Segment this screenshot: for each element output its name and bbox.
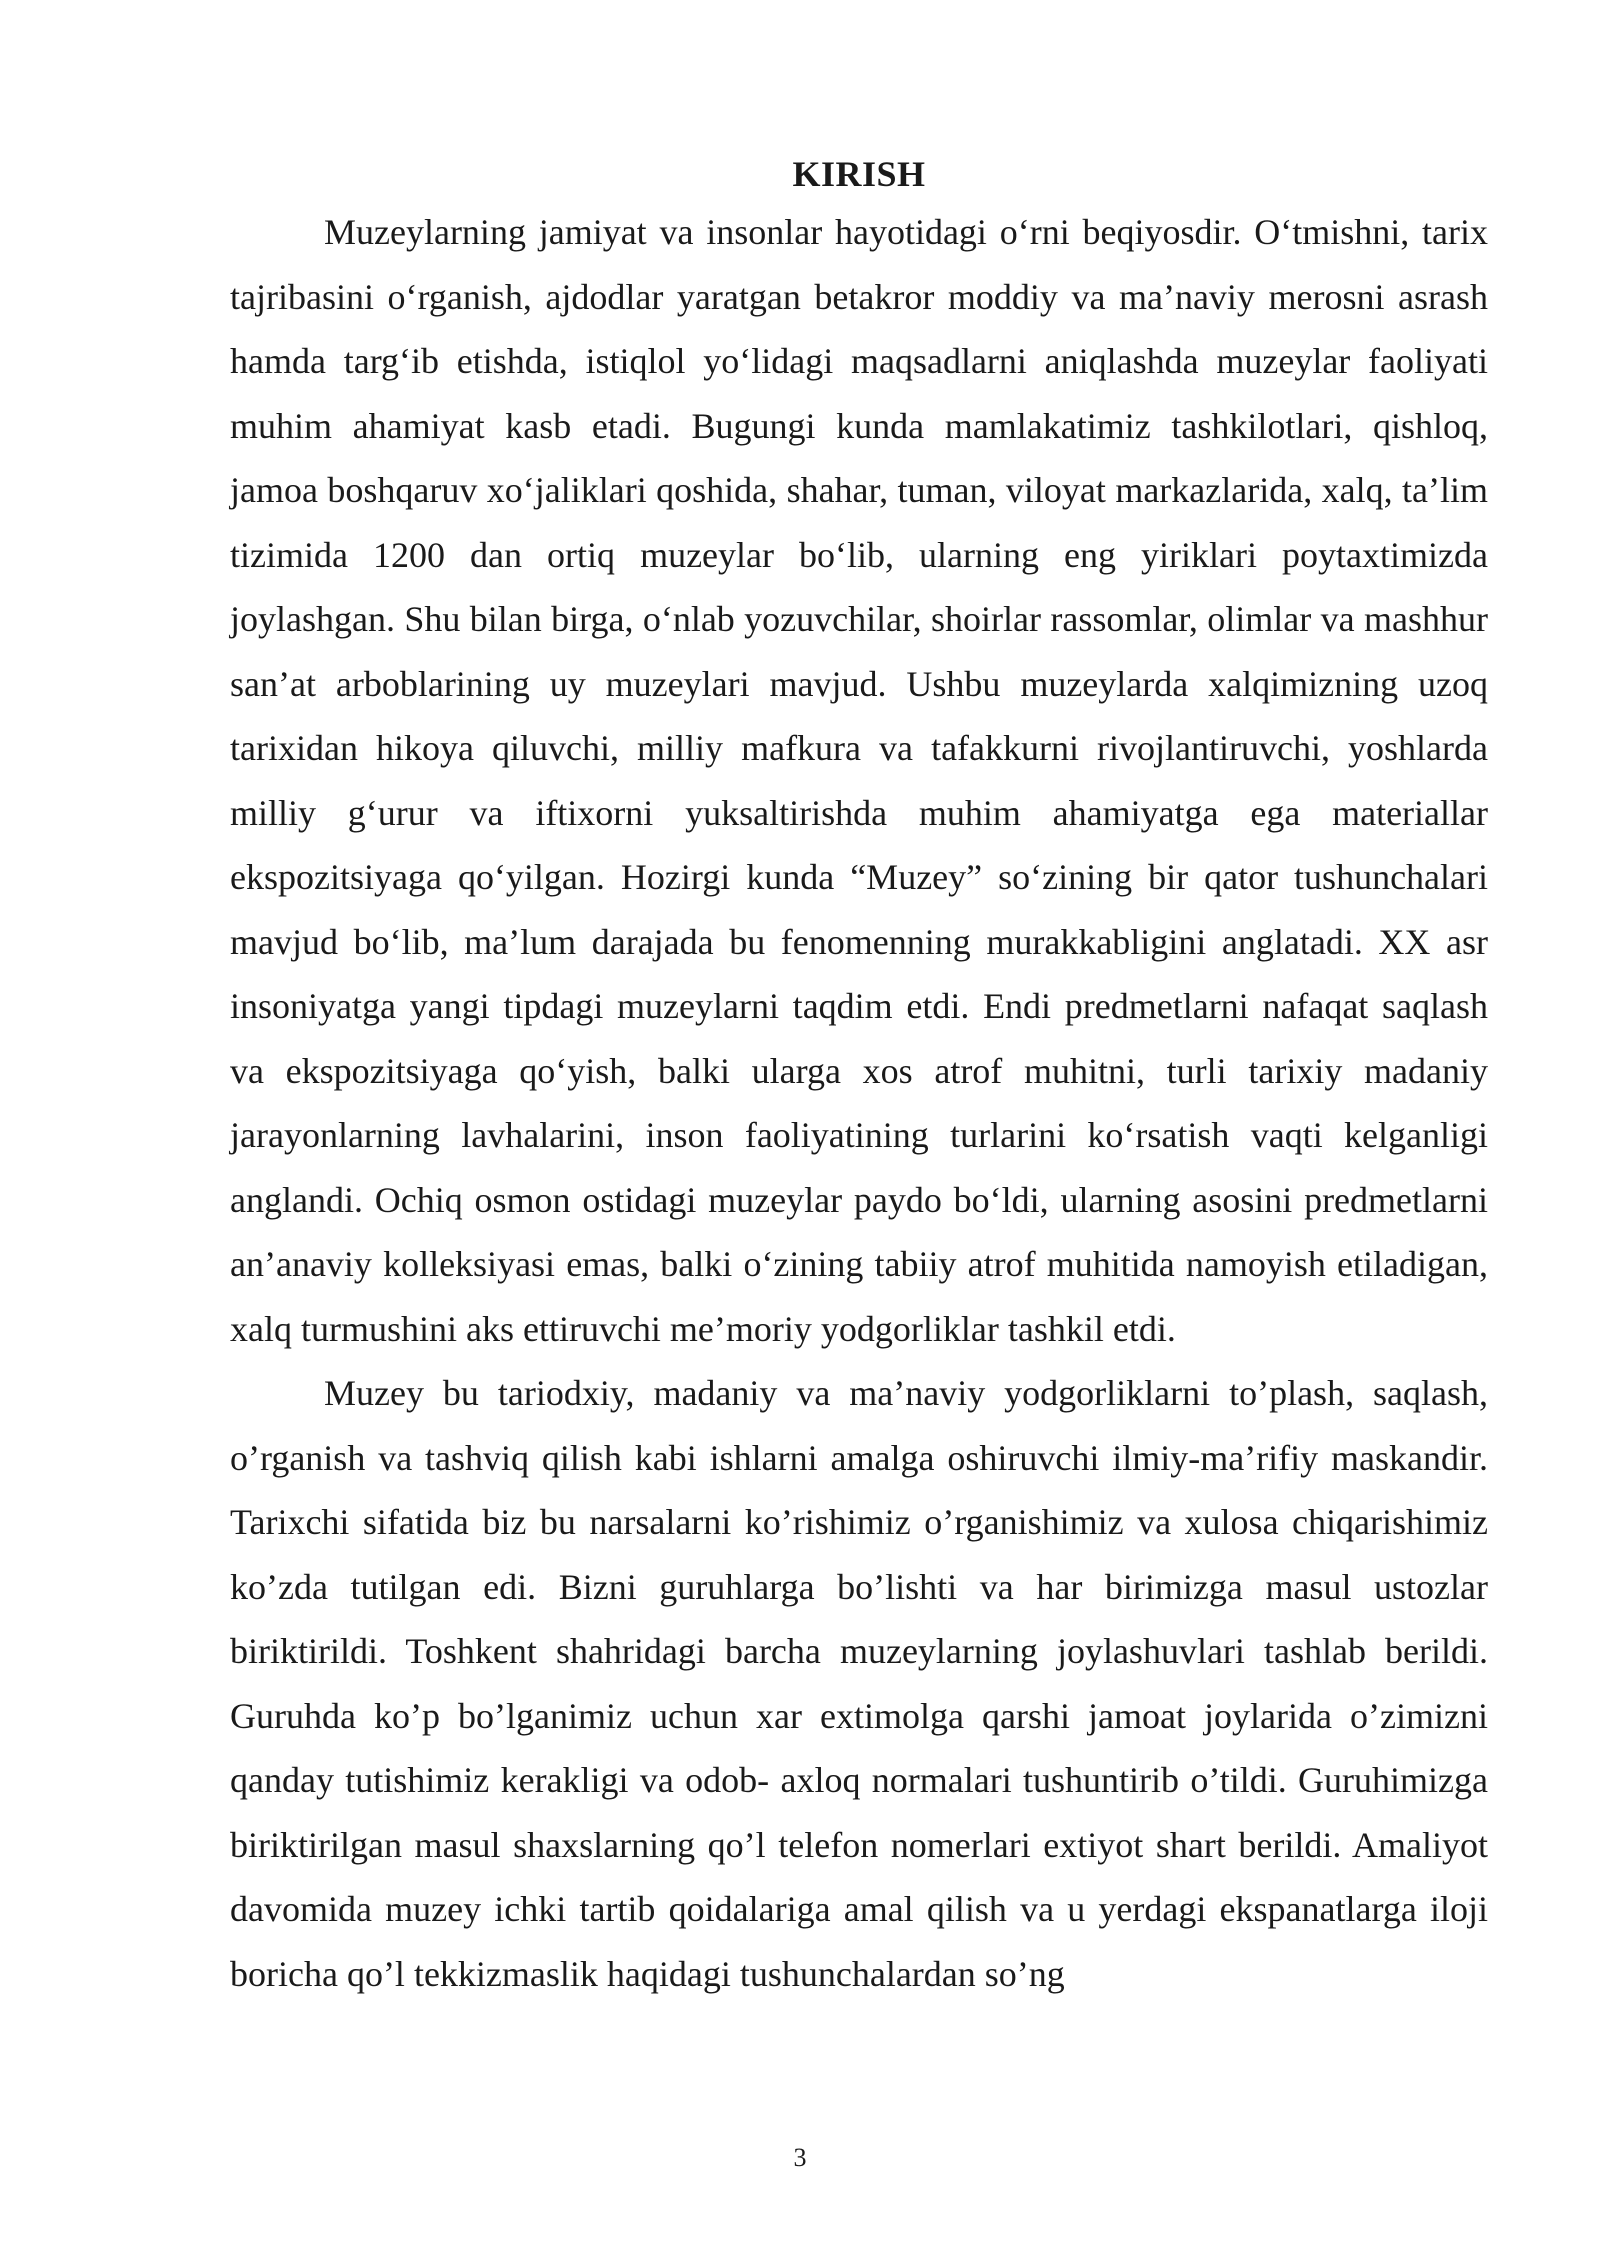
paragraph-museum-definition: Muzey bu tariodxiy, madaniy va ma’naviy yodgorliklarni to’plash, saqlash, o’rganish va tashviq qilish kabi ishlarni amalga oshiruvchi ilmiy-ma’rifiy maskandir. Tarixchi sifatida biz bu narsalarni ko’rishimiz o’rganishimiz va xulosa chiqarishimiz ko’zda tutilgan edi. Bizni guruhlarga bo’lishti va har birimizga masul ustozlar biriktirildi. Toshkent shahridagi barcha muzeylarning joylashuvlari tashlab berildi. Guruhda ko’p bo’lganimiz uchun xar extimolga qarshi jamoat joylarida o’zimizni qanday tutishimiz kerakligi va odob- axloq normalari tushuntirib o’tildi. Guruhimizga biriktirilgan masul shaxslarning qo’l telefon nomerlari extiyot shart berildi. Amaliyot davomida muzey ichki tartib qoidalariga amal qilish va u yerdagi ekspanatlarga iloji boricha qo’l tekkizmaslik haqidagi tushunchalardan so’ng	[230, 1373, 1488, 1994]
page-number: 3	[793, 2143, 807, 2172]
section-heading: KIRISH	[792, 154, 926, 194]
paragraph-museums-role: Muzeylarning jamiyat va insonlar hayotidagi o‘rni beqiyosdir. O‘tmishni, tarix tajribasini o‘rganish, ajdodlar yaratgan betakror moddiy va ma’naviy merosni asrash hamda targ‘ib etishda, istiqlol yo‘lidagi maqsadlarni aniqlashda muzeylar faoliyati muhim ahamiyat kasb etadi. Bugungi kunda mamlakatimiz tashkilotlari, qishloq, jamoa boshqaruv xo‘jaliklari qoshida, shahar, tuman, viloyat markazlarida, xalq, ta’lim tizimida 1200 dan ortiq muzeylar bo‘lib, ularning eng yiriklari poytaxtimizda joylashgan. Shu bilan birga, o‘nlab yozuvchilar, shoirlar rassomlar, olimlar va mashhur san’at arboblarining uy muzeylari mavjud. Ushbu muzeylarda xalqimizning uzoq tarixidan hikoya qiluvchi, milliy mafkura va tafakkurni rivojlantiruvchi, yoshlarda milliy g‘urur va iftixorni yuksaltirishda muhim ahamiyatga ega materiallar ekspozitsiyaga qo‘yilgan. Hozirgi kunda “Muzey” so‘zining bir qator tushunchalari mavjud bo‘lib, ma’lum darajada bu fenomenning murakkabligini anglatadi. XX asr insoniyatga yangi tipdagi muzeylarni taqdim etdi. Endi predmetlarni nafaqat saqlash va ekspozitsiyaga qo‘yish, balki ularga xos atrof muhitni, turli tarixiy madaniy jarayonlarning lavhalarini, inson faoliyatining turlarini ko‘rsatish vaqti kelganligi anglandi. Ochiq osmon ostidagi muzeylar paydo bo‘ldi, ularning asosini predmetlarni an’anaviy kolleksiyasi emas, balki o‘zining tabiiy atrof muhitida namoyish etiladigan, xalq turmushini aks ettiruvchi me’moriy yodgorliklar tashkil etdi.	[230, 212, 1488, 1349]
document-page	[230, 150, 1488, 2006]
